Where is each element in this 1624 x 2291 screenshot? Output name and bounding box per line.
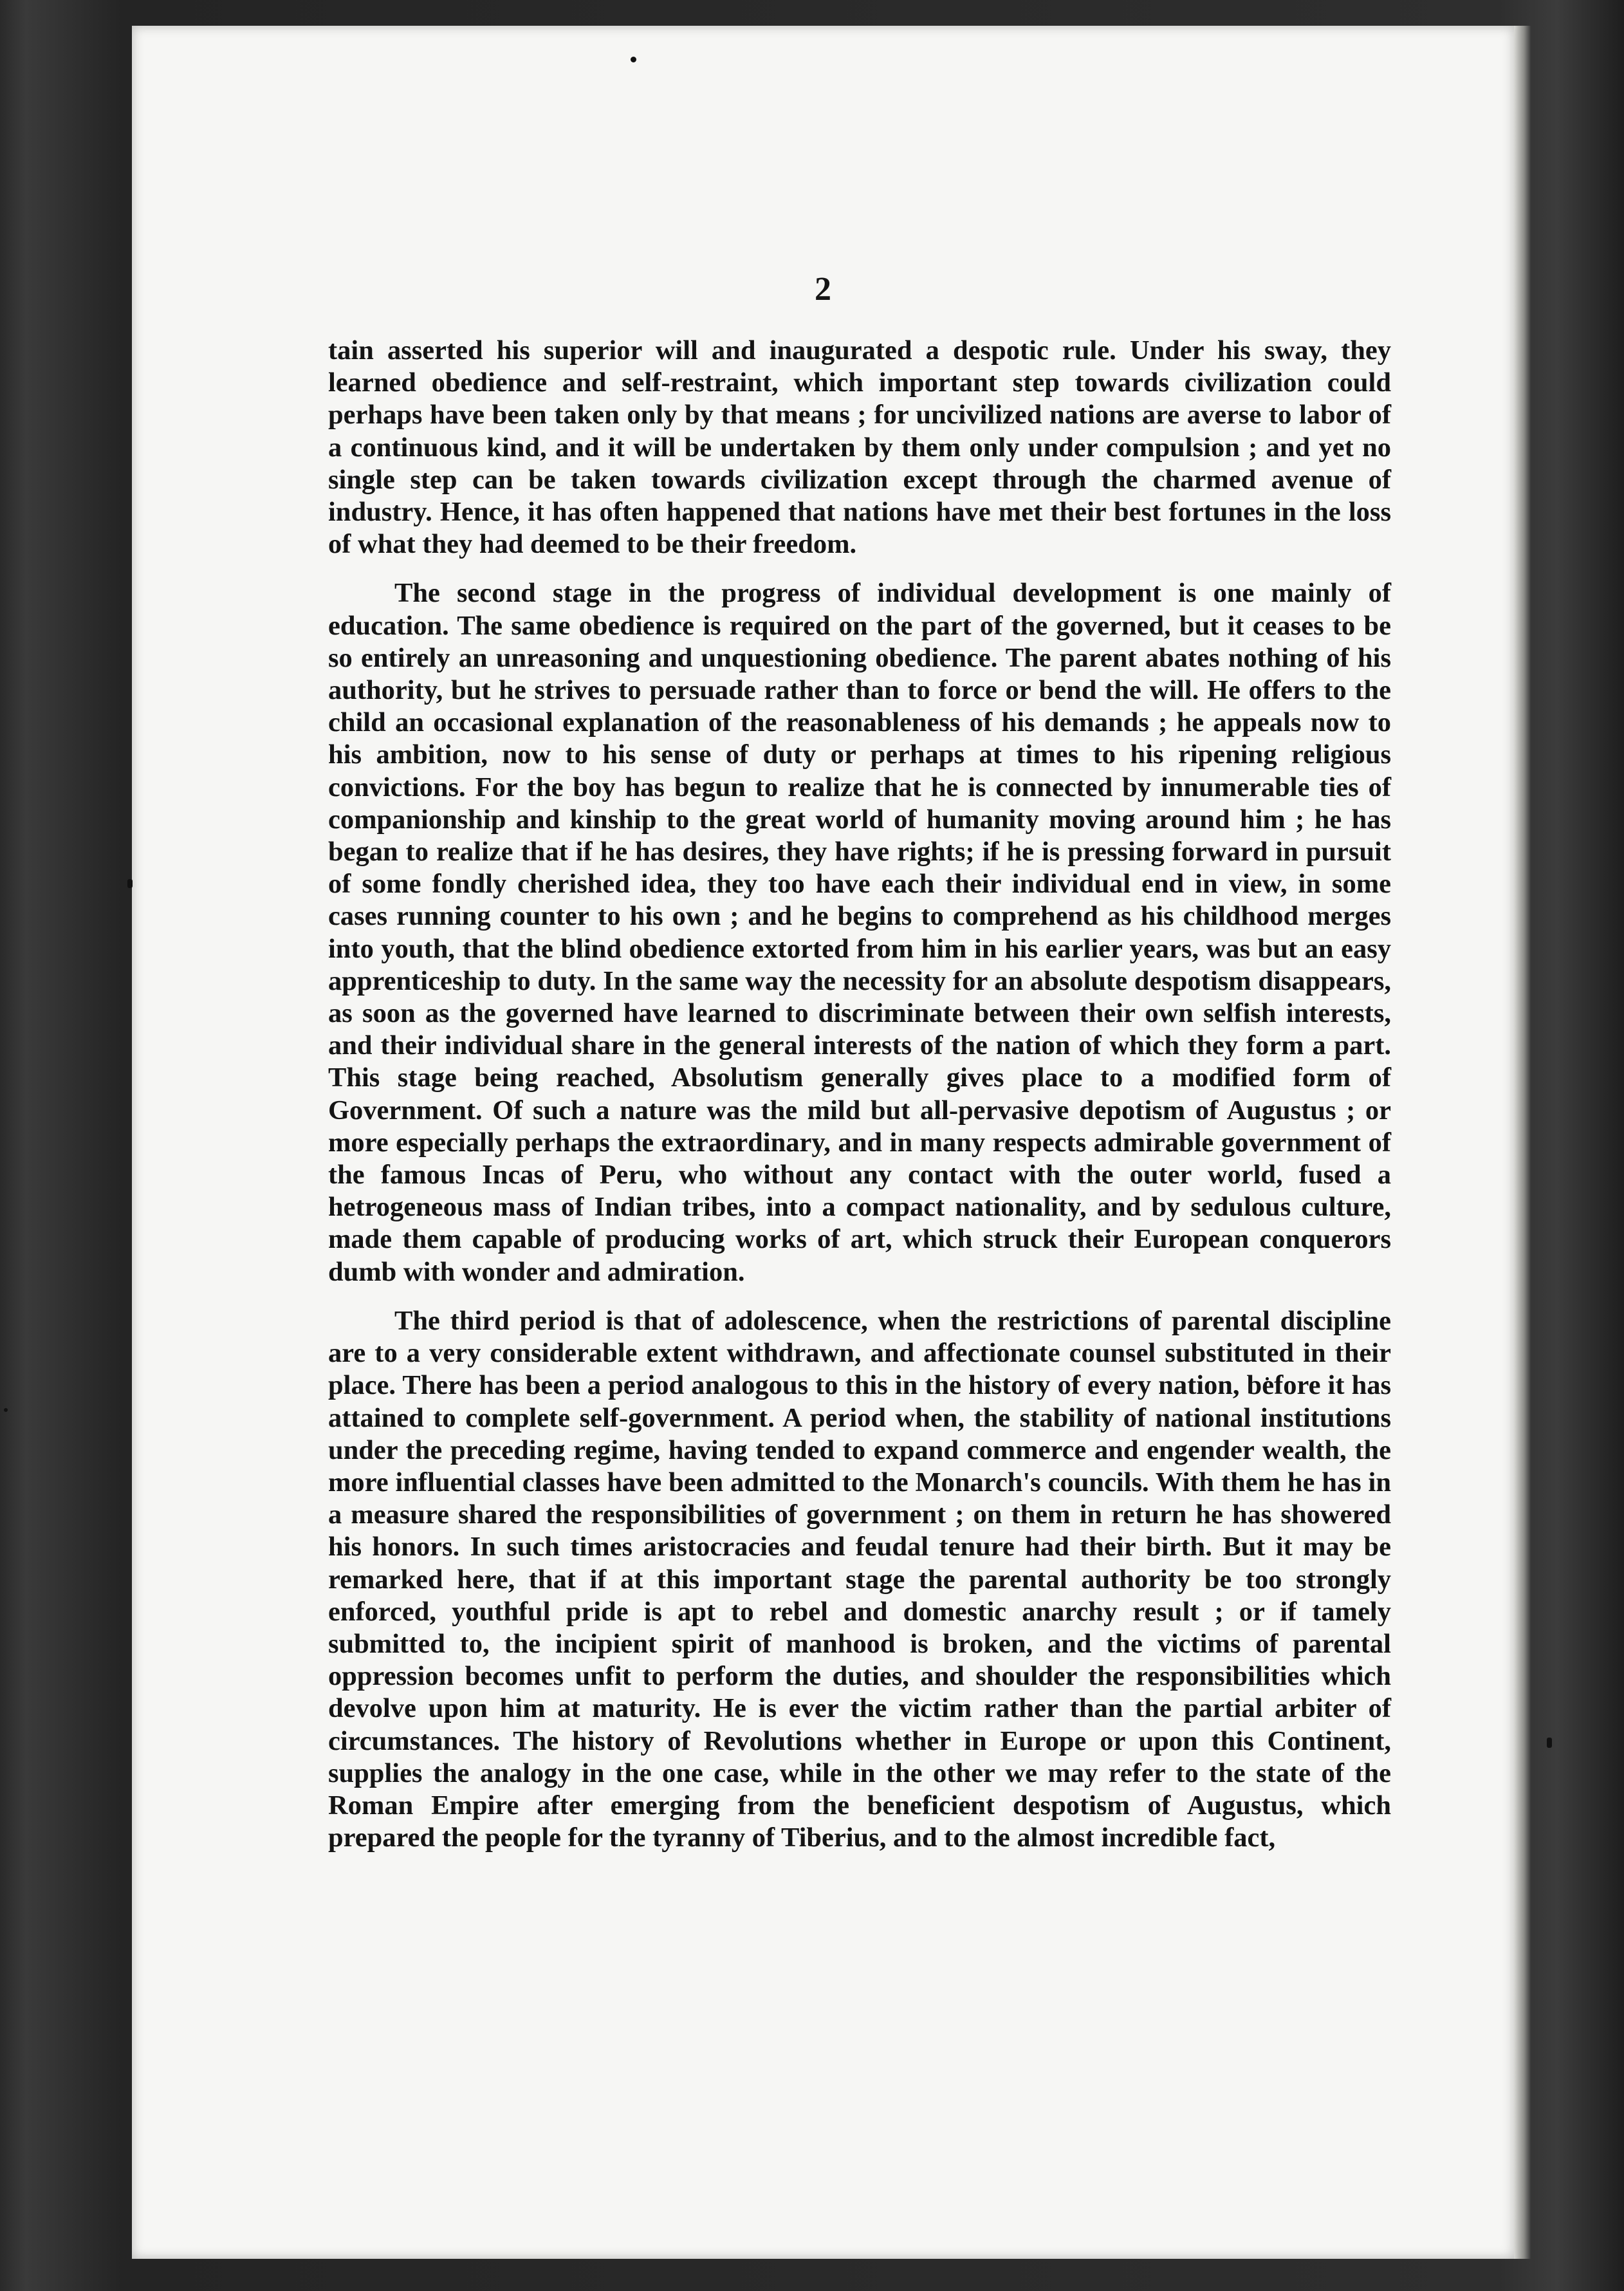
document-page	[132, 26, 1514, 2259]
ink-speck	[631, 57, 636, 62]
body-text	[328, 335, 1391, 1854]
margin-speck	[127, 879, 133, 888]
page-number: 2	[815, 271, 831, 308]
paragraph-3: The third period is that of adolescence, when the restrictions of parental discipline are to a very considerable extent withdrawn, and affectionate counsel substituted in their place. There has been a period analogous to this in the history of every nation, before it has attained to complete self-government. A period when, the stability of national institutions under the preceding regime, having tended to expand commerce and engender wealth, the more influential classes have been admitted to the Monarch's councils. With them he has in a measure shared the responsibilities of government ; on them in return he has showered his honors. In such times aristocracies and feudal tenure had their birth. But it may be remarked here, that if at this important stage the parental authority be too strongly enforced, youthful pride is apt to rebel and domestic anarchy result ; or if tamely submitted to, the incipient spirit of manhood is broken, and the victims of parental oppression becomes unfit to perform the duties, and shoulder the responsibilities which devolve upon him at maturity. He is ever the victim rather than the partial arbiter of circumstances. The history of Revolutions whether in Europe or upon this Continent, supplies the analogy in the one case, while in the other we may refer to the state of the Roman Empire after emerging from the beneficient despotism of Augustus, which prepared the people for the tyranny of Tiberius, and to the almost incredible fact,	[328, 1305, 1391, 1853]
margin-speck	[4, 1408, 8, 1412]
paragraph-2: The second stage in the progress of individual development is one mainly of education. The same obedience is required on the part of the governed, but it ceases to be so entirely an unreasoning and unquestioning obedience. The parent abates nothing of his authority, but he strives to persuade rather than to force or bend the will. He offers to the child an occasional explanation of the reasonableness of his demands ; he appeals now to his ambition, now to his sense of duty or perhaps at times to his ripening religious convictions. For the boy has begun to realize that he is connected by innumerable ties of companionship and kinship to the great world of humanity moving around him ; he has began to realize that if he has desires, they have rights; if he is pressing forward in pursuit of some fondly cherished idea, they too have each their individual end in view, in some cases running counter to his own ; and he begins to comprehend as his childhood merges into youth, that the blind obedience extorted from him in his earlier years, was but an easy apprenticeship to duty. In the same way the necessity for an absolute despotism disappears, as soon as the governed have learned to discriminate between their own selfish interests, and their individual share in the general interests of the nation of which they form a part. This stage being reached, Absolutism generally gives place to a modified form of Government. Of such a nature was the mild but all-pervasive depotism of Augustus ; or more especially perhaps the extraordinary, and in many respects admirable government of the famous Incas of Peru, who without any contact with the outer world, fused a hetrogeneous mass of Indian tribes, into a compact nationality, and by sedulous culture, made them capable of producing works of art, which struck their European conquerors dumb with wonder and admiration.	[328, 578, 1391, 1287]
page-edge-shadow	[1514, 26, 1531, 2259]
margin-speck	[1547, 1738, 1552, 1748]
paragraph-1: tain asserted his superior will and inaugurated a despotic rule. Under his sway, they learned obedience and self-restraint, which important step towards civilization could perhaps have been taken only by that means ; for uncivilized nations are averse to labor of a continuous kind, and it will be undertaken by them only under compulsion ; and yet no single step can be taken towards civilization except through the charmed avenue of industry. Hence, it has often happened that nations have met their best fortunes in the loss of what they had deemed to be their freedom.	[328, 335, 1391, 560]
